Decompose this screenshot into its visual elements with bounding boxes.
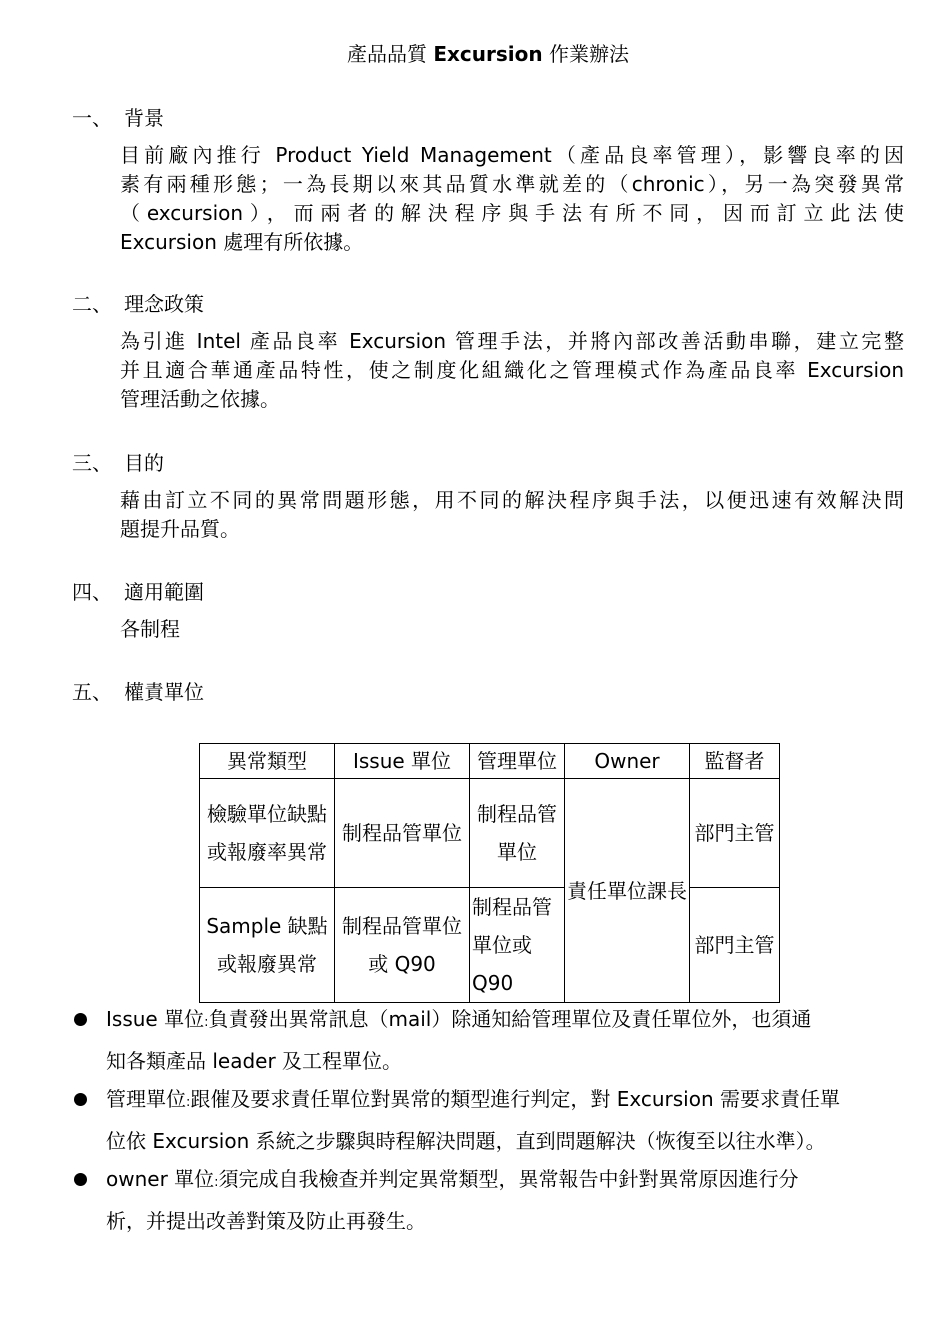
table-cell-type: Sample 缺點或報廢異常 [200, 888, 335, 1003]
paragraph-line: 藉由訂立不同的異常問題形態，用不同的解決程序與手法，以便迅速有效解決問 [120, 488, 904, 512]
table-cell-supervisor: 部門主管 [690, 779, 780, 888]
section-paragraph-background [120, 141, 904, 257]
section-number: 四、 [72, 580, 112, 604]
section-number: 一、 [72, 106, 112, 130]
section-title: 權責單位 [124, 680, 204, 704]
list-item [72, 1000, 904, 1080]
table-header-cell: Issue 單位 [335, 744, 470, 779]
section-heading-responsibility [72, 678, 204, 706]
section-heading-purpose [72, 449, 164, 477]
paragraph-line: Excursion 處理有所依據。 [120, 230, 364, 254]
bullet-separator: : [186, 1095, 191, 1110]
paragraph-line: 并且適合華通產品特性，使之制度化組織化之管理模式作為產品良率 Excursion [120, 358, 904, 382]
table-cell-mgmt: 制程品管單位 [470, 779, 565, 888]
document-title [0, 40, 950, 68]
title-part-3: 作業辦法 [542, 42, 629, 66]
bullet-dot-icon [74, 1173, 87, 1186]
table-header-cell: Owner [565, 744, 690, 779]
table-row [200, 779, 780, 888]
list-item [72, 1080, 904, 1160]
table-cell-issue: 制程品管單位 [335, 779, 470, 888]
bullet-text: 須完成自我檢查并判定異常類型，異常報告中針對異常原因進行分 [218, 1167, 799, 1191]
section-heading-scope [72, 578, 204, 606]
responsibility-table [199, 743, 780, 1003]
section-heading-policy [72, 290, 204, 318]
title-part-1: 產品品質 [347, 42, 434, 66]
bullet-text: 負責發出異常訊息（mail）除通知給管理單位及責任單位外，也須通 [208, 1007, 812, 1031]
table-cell-owner: 責任單位課長 [565, 779, 690, 1003]
section-title: 背景 [124, 106, 164, 130]
table-cell-issue: 制程品管單位或 Q90 [335, 888, 470, 1003]
paragraph-line: 各制程 [120, 617, 180, 641]
paragraph-line: （excursion），而兩者的解決程序與手法有所不同，因而訂立此法使 [120, 201, 904, 225]
section-paragraph-policy [120, 327, 904, 414]
section-heading-background [72, 104, 164, 132]
section-title: 目的 [124, 451, 164, 475]
list-item [72, 1160, 904, 1240]
bullet-label: owner 單位 [106, 1167, 215, 1191]
table-cell-type: 檢驗單位缺點或報廢率異常 [200, 779, 335, 888]
paragraph-line: 題提升品質。 [120, 517, 240, 541]
bullet-line [106, 1080, 904, 1122]
paragraph-line: 目前廠內推行 Product Yield Management（產品良率管理），影響良率的因 [120, 143, 904, 167]
table-header-cell: 管理單位 [470, 744, 565, 779]
paragraph-line: 管理活動之依據。 [120, 387, 280, 411]
table-row [200, 888, 780, 1003]
bullet-line: 位依 Excursion 系統之步驟與時程解決問題，直到問題解決（恢復至以往水準）。 [106, 1129, 826, 1153]
paragraph-line: 為引進 Intel 產品良率 Excursion 管理手法，并將內部改善活動串聯，建立完整 [120, 329, 904, 353]
bullet-dot-icon [74, 1093, 87, 1106]
table-header-cell: 異常類型 [200, 744, 335, 779]
bullet-line [106, 1160, 904, 1202]
bullet-separator: : [214, 1175, 219, 1190]
section-number: 二、 [72, 292, 112, 316]
section-number: 五、 [72, 680, 112, 704]
section-number: 三、 [72, 451, 112, 475]
responsibility-bullet-list [72, 1000, 904, 1240]
bullet-line [106, 1000, 904, 1042]
table-header-row [200, 744, 780, 779]
table-header-cell: 監督者 [690, 744, 780, 779]
section-paragraph-scope [120, 615, 904, 644]
bullet-dot-icon [74, 1013, 87, 1026]
bullet-text: 跟催及要求責任單位對異常的類型進行判定，對 Excursion 需要求責任單 [190, 1087, 841, 1111]
table-cell-mgmt: 制程品管單位或Q90 [470, 888, 565, 1003]
section-title: 理念政策 [124, 292, 204, 316]
bullet-label: 管理單位 [106, 1087, 186, 1111]
section-title: 適用範圍 [124, 580, 204, 604]
table-cell-supervisor: 部門主管 [690, 888, 780, 1003]
bullet-line: 知各類產品 leader 及工程單位。 [106, 1049, 403, 1073]
title-part-2: Excursion [433, 42, 543, 66]
paragraph-line: 素有兩種形態；一為長期以來其品質水準就差的（chronic），另一為突發異常 [120, 172, 904, 196]
section-paragraph-purpose [120, 486, 904, 544]
bullet-label: Issue 單位 [106, 1007, 205, 1031]
bullet-separator: : [204, 1015, 209, 1030]
bullet-line: 析，并提出改善對策及防止再發生。 [106, 1209, 426, 1233]
